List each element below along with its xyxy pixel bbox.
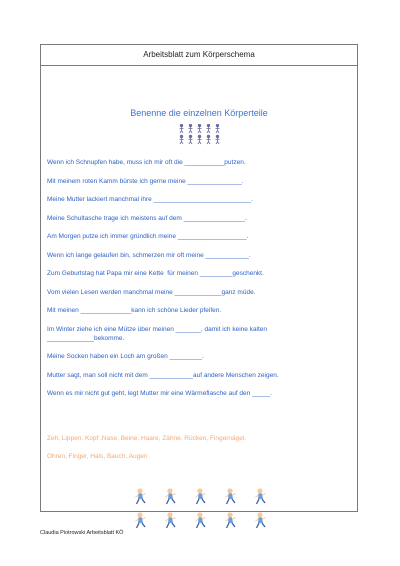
sentence: Wenn ich lange gelaufen bin, schmerzen mir oft meine ____________.: [47, 251, 251, 259]
footer-credit: Claudia Piotrowski Arbeitsblatt KÖ: [40, 530, 124, 536]
sentence: Mutter sagt, man soll nicht mit dem ____________auf andere Menschen zeigen.: [47, 371, 279, 379]
sentence: Vom vielen Lesen werden manchmal meine _____________ganz müde.: [47, 288, 256, 296]
sentence: Wenn ich Schnupfen habe, muss ich mir oft die ___________putzen.: [47, 159, 246, 166]
sentence: Meine Schultasche trage ich meistens auf dem _________________.: [47, 214, 247, 222]
sentence-list: [47, 158, 355, 408]
sentence: Meine Mutter lackiert manchmal ihre ___________________________.: [47, 196, 253, 203]
sentence: Mit meinem roten Kamm bürste ich gerne meine _______________.: [47, 177, 244, 185]
sentence: Mit meinen ______________kann ich schöne Lieder pfeifen.: [47, 307, 222, 314]
worksheet-title: Arbeitsblatt zum Körperschema: [41, 45, 357, 66]
worksheet-frame: [40, 44, 358, 512]
word-bank: [47, 434, 347, 470]
word-bank-line-1: Zeh, Lippen, Kopf ,Nase, Beine, Haare, Zähne, Rücken, Fingernägel,: [47, 435, 247, 442]
sentence: Im Winter ziehe ich eine Mütze über meinen _______, damit ich keine kalten _____________bekomme.: [47, 325, 268, 342]
sentence: Zum Geburtstag hat Papa mir eine Kette für meinen _________geschenkt.: [47, 270, 264, 277]
children-row-icon: [177, 124, 227, 146]
sentence: Meine Socken haben ein Loch am großen _________.: [47, 353, 204, 360]
task-heading: Benenne die einzelnen Körperteile: [130, 108, 268, 118]
word-bank-line-2: Ohren, Finger, Hals, Bauch, Augen: [47, 453, 148, 460]
sentence: Am Morgen putze ich immer gründlich meine ___________________.: [47, 233, 249, 240]
sentence: Wenn es mir nicht gut geht, legt Mutter mir eine Wärmeflasche auf den _____.: [47, 390, 272, 397]
running-children-icon: [131, 486, 281, 532]
